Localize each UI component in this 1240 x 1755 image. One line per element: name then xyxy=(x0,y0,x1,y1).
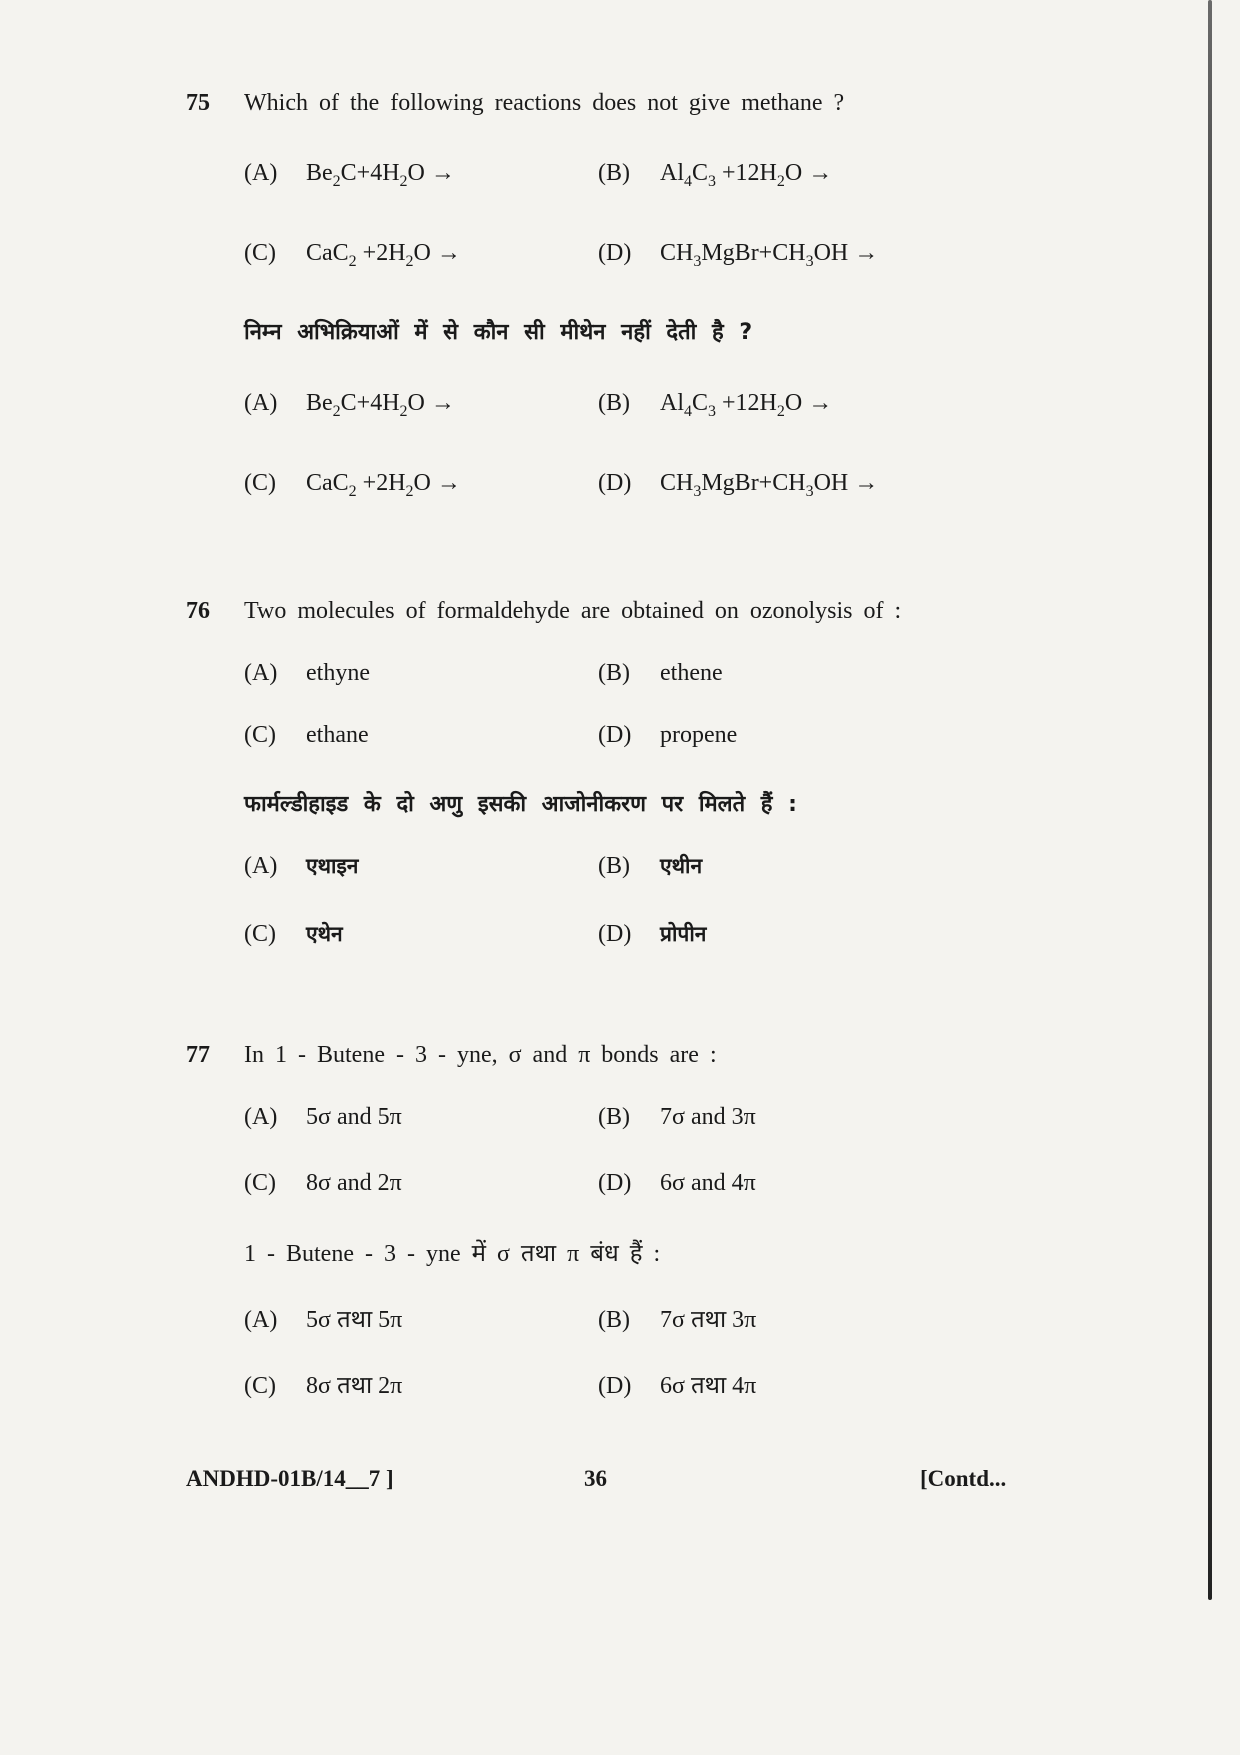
option-c-en: (C) 8σ and 2π xyxy=(244,1170,402,1196)
option-c-en: (C) ethane xyxy=(244,722,369,748)
option-b-hi: (B) एथीन xyxy=(598,853,703,879)
option-c-en: (C) $CaC_2 +2H_2O$ → xyxy=(244,240,461,270)
page-number: 36 xyxy=(584,1466,607,1491)
question-stem-hi: फार्मल्डीहाइड के दो अणु इसकी आजोनीकरण पर मिलते हैं : xyxy=(244,792,797,817)
option-a-hi: (A) एथाइन xyxy=(244,853,359,879)
question-stem-en: In 1 - Butene - 3 - yne, σ and π bonds are : xyxy=(244,1042,717,1068)
option-a-en: (A) 5σ and 5π xyxy=(244,1104,402,1130)
option-a-hi: (A) 5σ तथा 5π xyxy=(244,1307,403,1333)
continued-marker: [Contd... xyxy=(920,1466,1007,1491)
option-b-hi: (B) 7σ तथा 3π xyxy=(598,1307,757,1333)
option-c-hi: (C) एथेन xyxy=(244,921,343,947)
question-number: 77 xyxy=(186,1042,210,1068)
option-b-en: (B) ethene xyxy=(598,660,723,686)
paper-code: ANDHD-01B/14__7 ] xyxy=(186,1466,394,1491)
option-d-en: (D) $CH_3MgBr+CH_3OH$ → xyxy=(598,240,879,270)
option-c-hi: (C) 8σ तथा 2π xyxy=(244,1373,403,1399)
question-stem-en: Two molecules of formaldehyde are obtained on ozonolysis of : xyxy=(244,598,902,624)
option-c-hi: (C) $CaC_2 +2H_2O$ → xyxy=(244,470,461,500)
option-a-hi: (A) $Be_2C+4H_2O$ → xyxy=(244,390,455,420)
option-b-en: (B) $Al_4C_3 +12H_2O$ → xyxy=(598,160,833,190)
option-d-hi: (D) 6σ तथा 4π xyxy=(598,1373,757,1399)
option-a-en: (A) $Be_2C+4H_2O$ → xyxy=(244,160,455,190)
question-stem-hi: निम्न अभिक्रियाओं में से कौन सी मीथेन नहीं देती है ? xyxy=(244,320,753,345)
question-number: 76 xyxy=(186,598,210,624)
option-a-en: (A) ethyne xyxy=(244,660,370,686)
option-d-hi: (D) $CH_3MgBr+CH_3OH$ → xyxy=(598,470,879,500)
option-d-en: (D) 6σ and 4π xyxy=(598,1170,756,1196)
option-d-en: (D) propene xyxy=(598,722,738,748)
option-b-en: (B) 7σ and 3π xyxy=(598,1104,756,1130)
option-b-hi: (B) $Al_4C_3 +12H_2O$ → xyxy=(598,390,833,420)
question-stem-hi: 1 - Butene - 3 - yne में σ तथा π बंध हैं : xyxy=(244,1241,661,1267)
question-number: 75 xyxy=(186,90,210,116)
question-stem-en: Which of the following reactions does not give methane ? xyxy=(244,90,845,116)
page-edge-shadow xyxy=(1208,0,1212,1600)
option-d-hi: (D) प्रोपीन xyxy=(598,921,707,947)
